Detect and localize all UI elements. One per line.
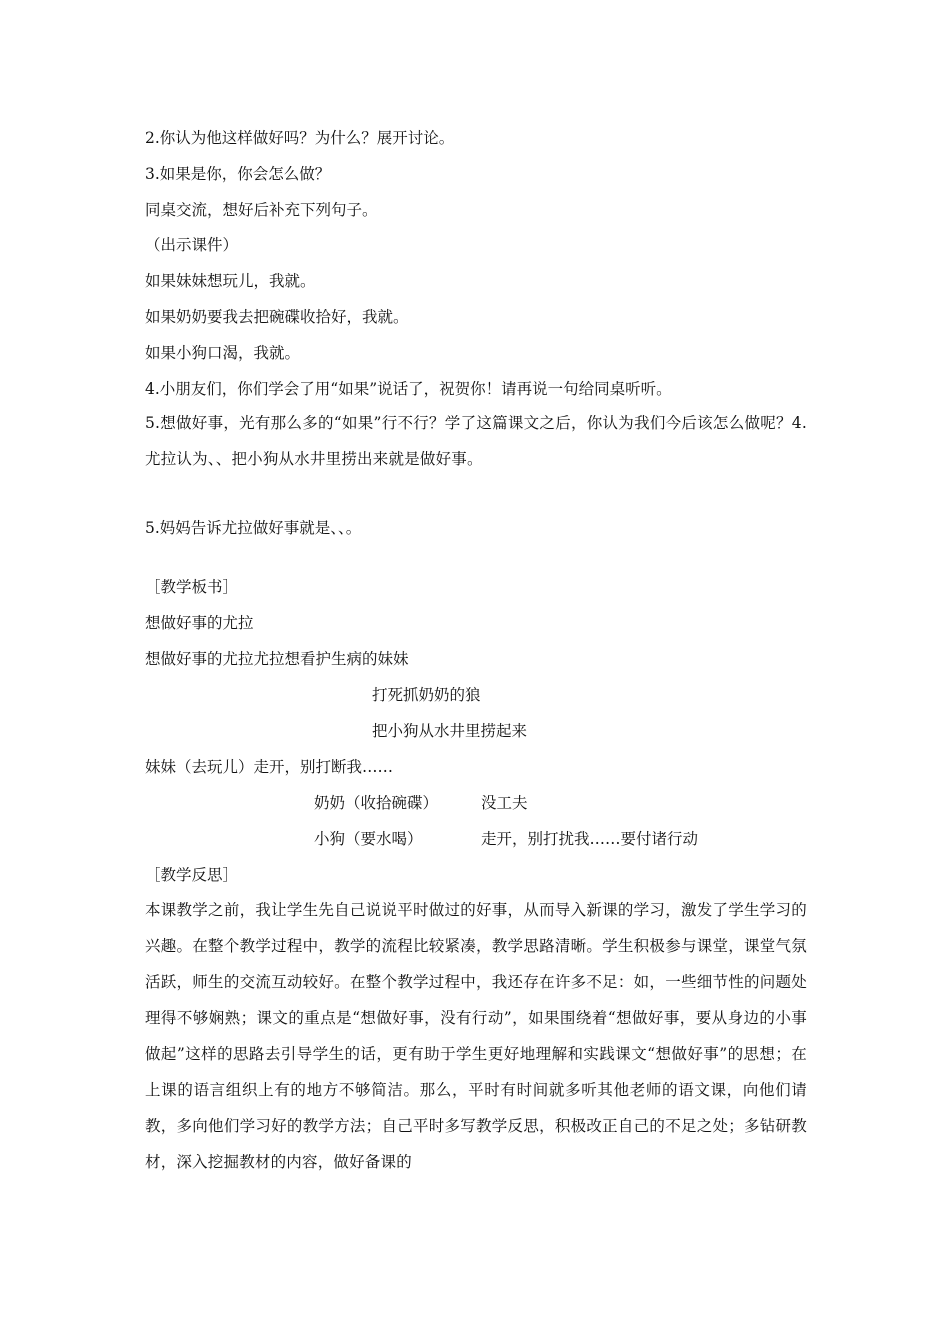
sentence-item: 如果妹妹想玩儿，我就。: [145, 272, 316, 290]
reflection-heading: ［教学反思］: [145, 866, 239, 884]
question-4: 4.小朋友们，你们学会了用“如果”说话了，祝贺你！请再说一句给同桌听听。: [145, 380, 672, 398]
question-5: 5.想做好事，光有那么多的“如果”行不行？学了这篇课文之后，你认为我们今后该怎么做呢？4.尤拉认为、、把小狗从水井里捞出来就是做好事。: [145, 414, 807, 468]
courseware-note: （出示课件）: [145, 236, 239, 254]
question-2: 2.你认为他这样做好吗？为什么？展开讨论。: [145, 129, 455, 147]
desk-exchange-instruction: 同桌交流，想好后补充下列句子。: [145, 201, 378, 219]
question-5b: 5.妈妈告诉尤拉做好事就是、、。: [145, 519, 362, 537]
question-3: 3.如果是你，你会怎么做？: [145, 165, 331, 183]
board-row: 想做好事的尤拉尤拉想看护生病的妹妹: [145, 650, 409, 668]
reflection-body: 本课教学之前，我让学生先自己说说平时做过的好事，从而导入新课的学习，激发了学生学习的兴趣。在整个教学过程中，教学的流程比较紧凑，教学思路清晰。学生积极参与课堂，课堂气氛活跃，师生的交流互动较好。在整个教学过程中，我还存在许多不足：如，一些细节性的问题处理得不够娴熟；课文的重点是“想做好事，没有行动”，如果围绕着“想做好事，要从身边的小事做起”这样的思路去引导学生的话，更有助于学生更好地理解和实践课文“想做好事”的思想；在上课的语言组织上有的地方不够简洁。那么，平时有时间就多听其他老师的语文课，向他们请教，多向他们学习好的教学方法；自己平时多写教学反思，积极改正自己的不足之处；多钻研教材，深入挖掘教材的内容，做好备课的: [145, 901, 807, 1171]
board-row-left: 奶奶（收拾碗碟）: [314, 794, 439, 812]
sentence-item: 如果小狗口渴，我就。: [145, 344, 301, 362]
board-row-right: 没工夫: [481, 794, 528, 812]
board-title: 想做好事的尤拉: [145, 614, 254, 632]
sentence-item: 如果奶奶要我去把碗碟收拾好，我就。: [145, 308, 409, 326]
board-heading: ［教学板书］: [145, 578, 239, 596]
board-row-right: 走开，别打扰我……要付诸行动: [481, 830, 699, 848]
board-row: 把小狗从水井里捞起来: [372, 722, 528, 740]
board-row-left: 小狗（要水喝）: [314, 830, 423, 848]
board-row: 妹妹（去玩儿）走开，别打断我……: [145, 758, 394, 776]
board-row: 打死抓奶奶的狼: [372, 686, 481, 704]
